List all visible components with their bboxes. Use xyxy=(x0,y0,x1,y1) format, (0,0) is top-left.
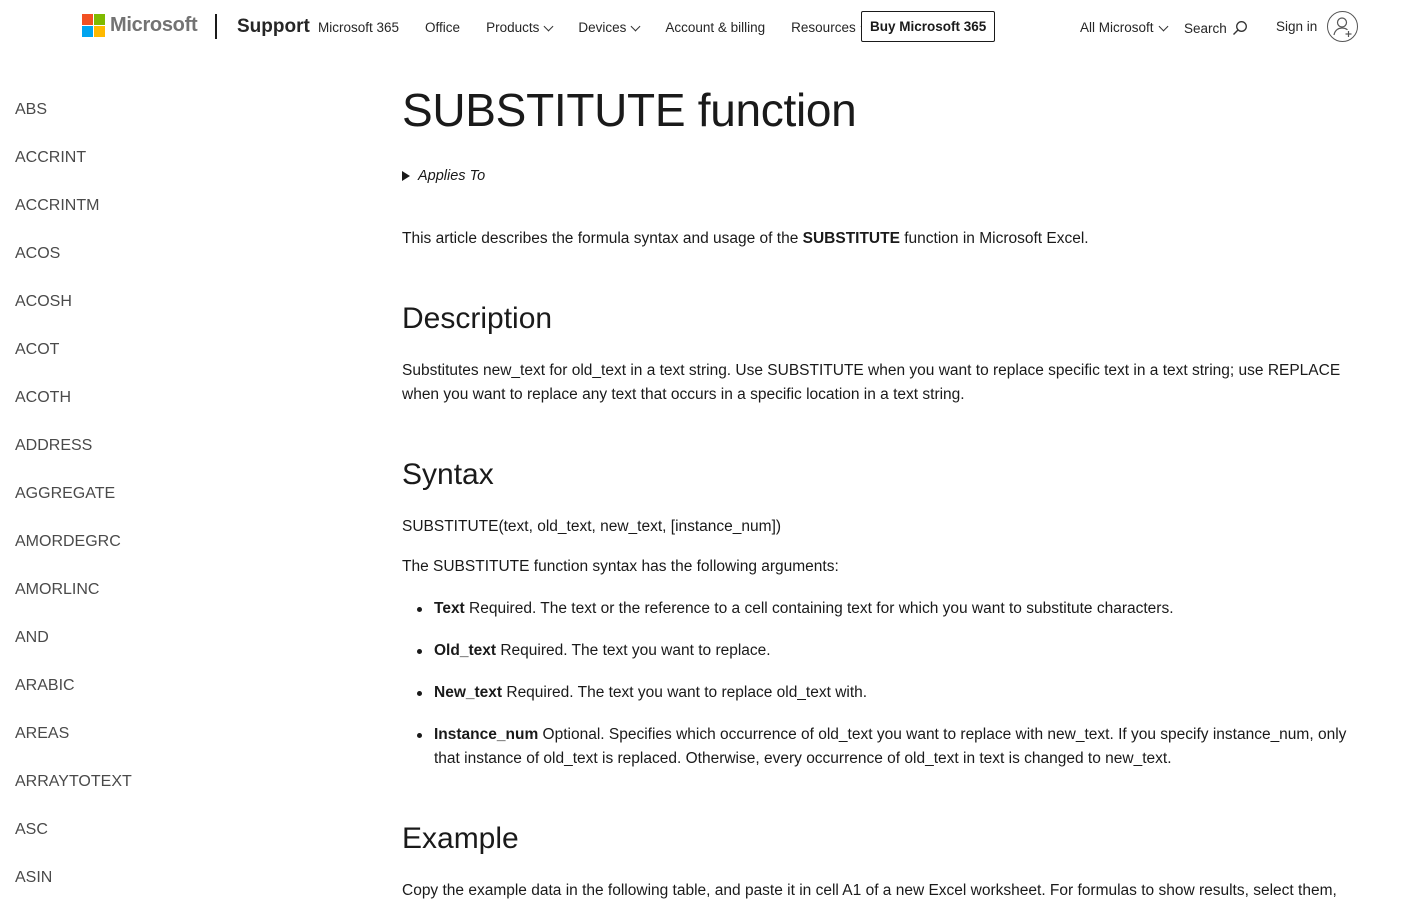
person-add-icon xyxy=(1328,12,1357,41)
logo-square xyxy=(94,26,105,37)
nav-item-office[interactable] xyxy=(425,20,460,35)
sidebar-item-acos[interactable]: ACOS xyxy=(15,245,61,262)
logo-divider xyxy=(215,14,217,39)
sidebar-item-acot[interactable]: ACOT xyxy=(15,341,60,358)
logo-square xyxy=(82,26,93,37)
sidebar-item-arraytotext[interactable]: ARRAYTOTEXT xyxy=(15,773,132,790)
sidebar-item-amordegrc[interactable]: AMORDEGRC xyxy=(15,533,121,550)
sidebar-item-asin[interactable]: ASIN xyxy=(15,869,53,886)
nav-item-products[interactable] xyxy=(486,20,552,35)
sidebar-item-arabic[interactable]: ARABIC xyxy=(15,677,75,694)
description-heading: Description xyxy=(402,302,553,335)
search-icon xyxy=(1232,20,1248,36)
search-label: Search xyxy=(1184,20,1227,36)
applies-to-toggle[interactable] xyxy=(402,168,485,184)
argument-item xyxy=(402,681,1362,705)
sign-in-link[interactable]: Sign in xyxy=(1276,19,1318,34)
applies-to-label: Applies To xyxy=(418,168,486,184)
function-list-sidebar xyxy=(15,98,132,914)
search-button[interactable] xyxy=(1184,20,1248,36)
argument-item xyxy=(402,639,1362,663)
syntax-heading: Syntax xyxy=(402,458,494,491)
nav-item-label: Account & billing xyxy=(665,20,766,35)
sidebar-item-accrintm[interactable]: ACCRINTM xyxy=(15,197,100,214)
sidebar-item-acoth[interactable]: ACOTH xyxy=(15,389,71,406)
argument-item xyxy=(402,597,1362,621)
sidebar-item-amorlinc[interactable]: AMORLINC xyxy=(15,581,100,598)
argument-name: New_text xyxy=(434,684,503,701)
sidebar-item-aggregate[interactable]: AGGREGATE xyxy=(15,485,116,502)
syntax-signature: SUBSTITUTE(text, old_text, new_text, [instance_num]) xyxy=(402,518,782,535)
description-paragraph: Substitutes new_text for old_text in a text string. Use SUBSTITUTE when you want to replace specific text in a text string; use REPLACE when you want to replace any text that occurs in a specific location in a text string. xyxy=(402,362,1341,403)
syntax-intro: The SUBSTITUTE function syntax has the following arguments: xyxy=(402,558,839,575)
nav-item-devices[interactable] xyxy=(578,20,639,35)
main-nav xyxy=(318,20,895,35)
nav-item-label: Resources xyxy=(791,20,856,35)
nav-item-label: Microsoft 365 xyxy=(318,20,400,35)
article-content xyxy=(402,80,1362,899)
all-microsoft-label: All Microsoft xyxy=(1080,20,1154,35)
nav-item-label: Office xyxy=(425,20,461,35)
argument-name: Text xyxy=(434,600,465,617)
intro-text: This article describes the formula syntax and usage of the xyxy=(402,230,803,247)
sidebar-item-abs[interactable]: ABS xyxy=(15,101,48,118)
support-home-link[interactable]: Support xyxy=(237,16,310,37)
example-heading: Example xyxy=(402,822,519,855)
sidebar-item-accrint[interactable]: ACCRINT xyxy=(15,149,87,166)
brand-name: Microsoft xyxy=(110,14,198,36)
argument-item xyxy=(402,723,1362,771)
logo-square xyxy=(94,14,105,25)
nav-item-label: Devices xyxy=(578,20,627,35)
page-title: SUBSTITUTE function xyxy=(402,84,857,136)
sidebar-item-address[interactable]: ADDRESS xyxy=(15,437,93,454)
argument-description: Required. The text or the reference to a cell containing text for which you want to substitute characters. xyxy=(464,600,1174,617)
argument-description: Optional. Specifies which occurrence of old_text you want to replace with new_text. If you specify instance_num, only that instance of old_text is replaced. Otherwise, every occurrence of old_text in text is changed to new_text. xyxy=(434,726,1347,767)
example-intro: Copy the example data in the following table, and paste it in cell A1 of a new Excel worksheet. For formulas to show results, select them, xyxy=(402,882,1337,899)
all-microsoft-menu[interactable] xyxy=(1080,20,1167,35)
nav-item-account-billing[interactable] xyxy=(665,20,765,35)
buy-microsoft-365-button[interactable]: Buy Microsoft 365 xyxy=(861,11,995,42)
argument-name: Old_text xyxy=(434,642,497,659)
nav-item-label: Products xyxy=(486,20,540,35)
sidebar-item-and[interactable]: AND xyxy=(15,629,49,646)
sidebar-item-areas[interactable]: AREAS xyxy=(15,725,70,742)
sidebar-item-asc[interactable]: ASC xyxy=(15,821,48,838)
intro-text-end: function in Microsoft Excel. xyxy=(899,230,1089,247)
intro-paragraph xyxy=(402,227,1362,251)
microsoft-logo[interactable] xyxy=(82,14,197,37)
logo-square xyxy=(82,14,93,25)
account-avatar[interactable] xyxy=(1327,11,1358,42)
intro-function-name: SUBSTITUTE xyxy=(802,230,900,247)
argument-description: Required. The text you want to replace old_text with. xyxy=(502,684,868,701)
argument-name: Instance_num xyxy=(434,726,539,743)
sidebar-item-acosh[interactable]: ACOSH xyxy=(15,293,72,310)
chevron-down-icon xyxy=(544,22,554,32)
expand-triangle-icon xyxy=(402,171,410,181)
argument-description: Required. The text you want to replace. xyxy=(496,642,771,659)
chevron-down-icon xyxy=(1158,22,1168,32)
chevron-down-icon xyxy=(631,22,641,32)
arguments-list xyxy=(402,597,1362,789)
microsoft-logo-icon xyxy=(82,14,105,37)
nav-item-microsoft-365[interactable] xyxy=(318,20,399,35)
site-header xyxy=(0,0,1428,56)
nav-item-resources[interactable] xyxy=(791,20,869,35)
